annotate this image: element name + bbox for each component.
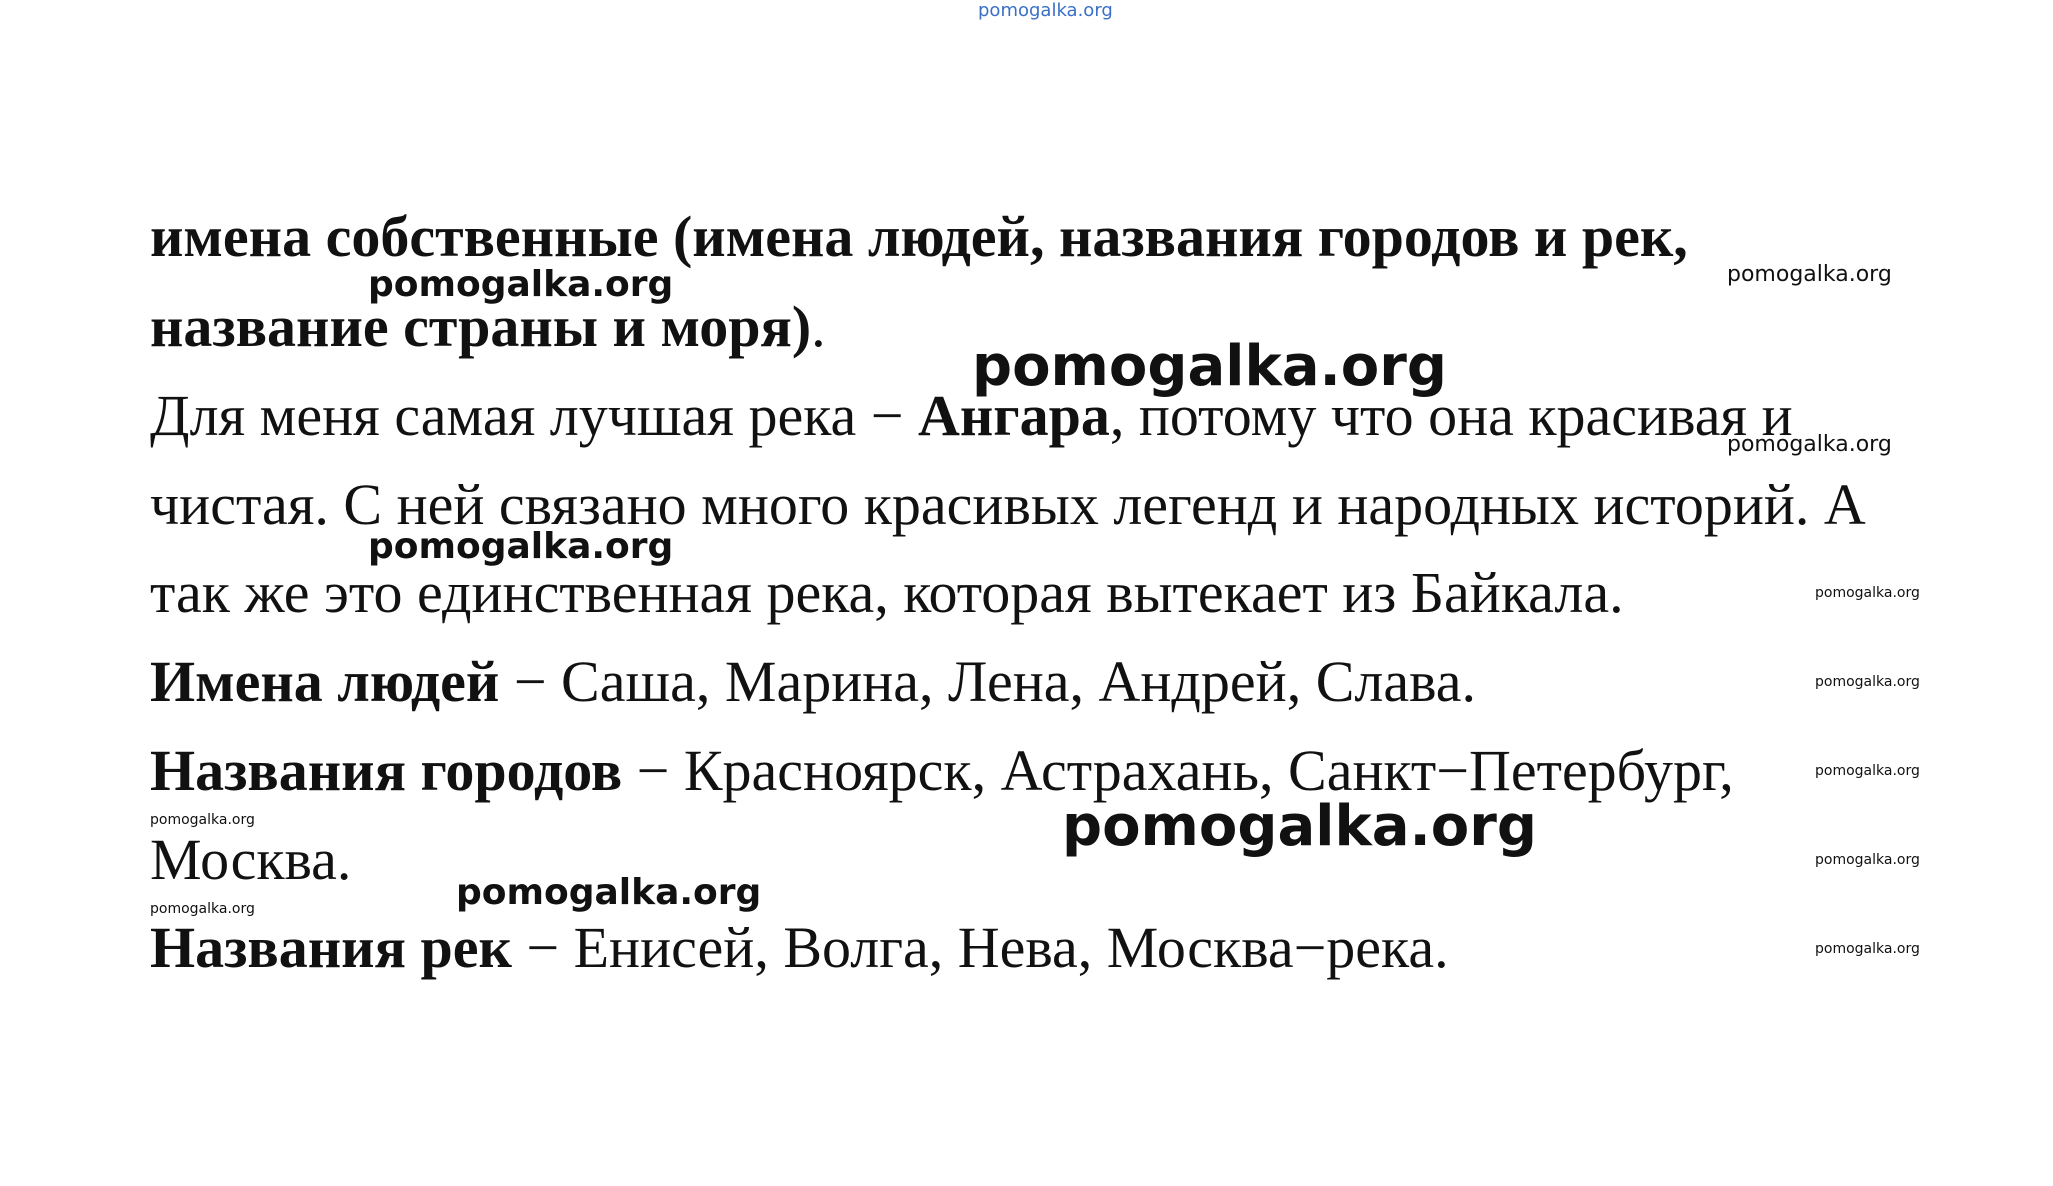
watermark: pomogalka.org bbox=[150, 812, 255, 828]
text-line-4: чистая. С ней связано много красивых легенд и народных историй. А bbox=[150, 472, 1866, 537]
people-names-line bbox=[150, 649, 1476, 714]
cities-list: − Красноярск, Астрахань, Санкт−Петербург, bbox=[622, 738, 1734, 803]
river-names-line bbox=[150, 915, 1449, 980]
text-line-3-b: , потому что она красивая и bbox=[1109, 383, 1793, 448]
text-line-2-bold: название страны и моря) bbox=[150, 294, 812, 359]
watermark: pomogalka.org bbox=[1815, 941, 1920, 957]
rivers-list: − Енисей, Волга, Нева, Москва−река. bbox=[511, 915, 1449, 980]
watermark: pomogalka.org bbox=[1062, 794, 1537, 859]
river-name-bold: Ангара bbox=[917, 383, 1110, 448]
watermark: pomogalka.org bbox=[456, 872, 762, 913]
cities-label: Названия городов bbox=[150, 738, 623, 803]
text-line-2-tail: . bbox=[811, 294, 826, 359]
watermark: pomogalka.org bbox=[1815, 585, 1920, 601]
text-line-5: так же это единственная река, которая вытекает из Байкала. bbox=[150, 560, 1624, 625]
watermark: pomogalka.org bbox=[972, 334, 1447, 399]
watermark: pomogalka.org bbox=[1727, 262, 1892, 287]
city-names-continuation: Москва. bbox=[150, 827, 352, 892]
watermark: pomogalka.org bbox=[1815, 674, 1920, 690]
watermark: pomogalka.org bbox=[1815, 852, 1920, 868]
watermark: pomogalka.org bbox=[368, 264, 674, 305]
watermark: pomogalka.org bbox=[1727, 432, 1892, 457]
text-line-2 bbox=[150, 294, 826, 359]
watermark: pomogalka.org bbox=[368, 526, 674, 567]
text-line-1: имена собственные (имена людей, названия городов и рек, bbox=[150, 204, 1688, 269]
people-list: − Саша, Марина, Лена, Андрей, Слава. bbox=[499, 649, 1476, 714]
text-line-3-a: Для меня самая лучшая река − bbox=[150, 383, 918, 448]
top-watermark: pomogalka.org bbox=[978, 0, 1113, 21]
rivers-label: Названия рек bbox=[150, 915, 512, 980]
people-label: Имена людей bbox=[150, 649, 500, 714]
city-names-line bbox=[150, 738, 1734, 803]
watermark: pomogalka.org bbox=[1815, 763, 1920, 779]
watermark: pomogalka.org bbox=[150, 901, 255, 917]
